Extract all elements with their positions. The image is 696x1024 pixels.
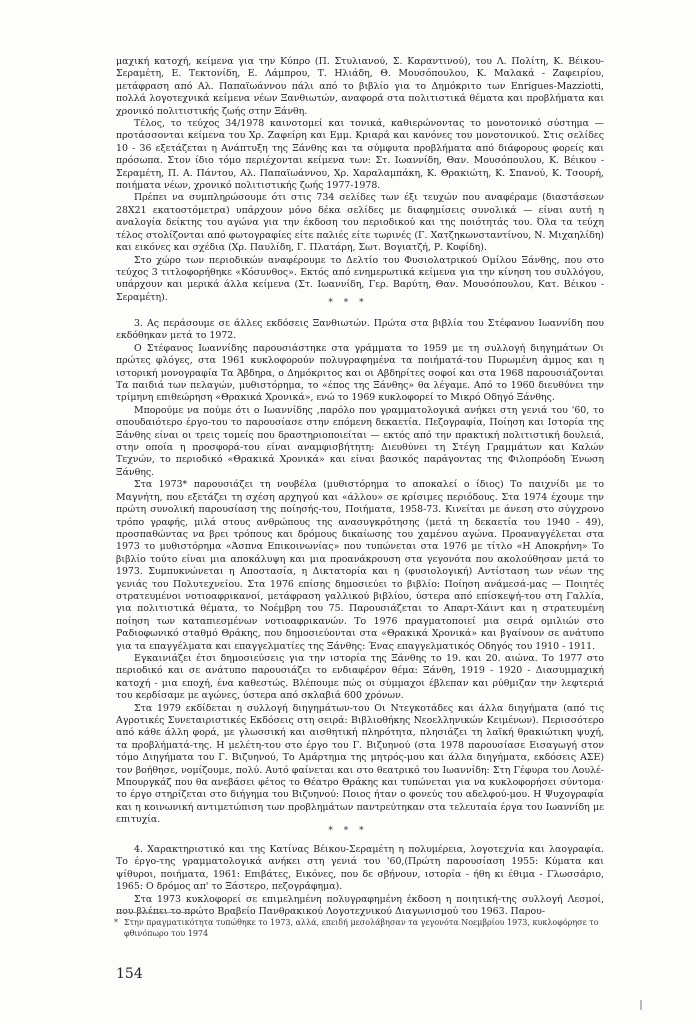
paragraph: Στο χώρο των περιοδικών αναφέρουμε το Δελτίο του Φυσιολατρικού Ομίλου Ξάνθης, που στο τεύχος 3 τιτλοφορήθηκε «Κόσυνθος». Εκτός από ενημερωτικά κείμενα για την κίνηση του συλλόγου, υπάρχουν και μερικά άλλα κείμενα (Στ. Ιωαννίδη, Γερ. Βαρύτη, Θαν. Μουσόπουλου, Κατ. Βέικου - Σεραμέτη). bbox=[116, 254, 604, 303]
paragraph: Τέλος, το τεύχος 34/1978 καινοτομεί και τονικά, καθιερώνοντας το μονοτονικό σύστημα — προτάσσονται κείμενα του Χρ. Ζαφείρη και Εμμ. Κριαρά και κανόνες του μονοτονικού. Στις σελίδες 10 - 36 εξετάζεται η Ανάπτυξη της Ξάνθης και τα σύμφυτα προβλήματα από διάφορους φορείς και πρόσωπα. Στον ίδιο τόμο περιέχονται κείμενα των: Στ. Ιωαννίδη, Θαν. Μουσόπουλου, Κ. Βέικου - Σεραμέτη, Π. Α. Πάντου, Αλ. Παπαϊωάννου, Χρ. Χαραλαμπάκη, Κ. Θρακιώτη, Κ. Σπανού, Κ. Τσουρή, ποιήματα νέων, χρονικό πολιτιστικής ζωής 1977-1978. bbox=[116, 118, 604, 192]
paragraph: Στα 1979 εκδίδεται η συλλογή διηγημάτων-του Οι Ντεγκοτάδες και άλλα διηγήματα (από τις Αγροτικές Συνεταιριστικές Εκδόσεις στη σειρά: Βιβλιοθήκης Νεοελληνικών Κειμένων). Περισσότερο από κάθε άλλη φορά, με γλωσσική και αισθητική πληρότητα, πλησιάζει τη λαϊκή θρακιώτικη ψυχή, τα προβλήματά-της. Η μελέτη-του στο έργο του Γ. Βιζυηνού (στα 1978 παρουσίασε Εισαγωγή στον τόμο Διηγήματα του Γ. Βιζυηνού, Το Αμάρτημα της μητρός-μου και άλλα διηγήματα, εκδόσεις ΑΣΕ) τον βοήθησε, νομίζουμε, πολύ. Αυτό φαίνεται και στο θεατρικό του Ιωαννίδη: Στη Γέφυρα του Λουλέ-Μπουργκάζ που θα ανεβάσει φέτος το Θέατρο Θράκης και τυπώνεται για να κυκλοφορήσει σύντομα· το έργο στηρίζεται στο διήγημα του Βιζυηνού: Ποιος ήταν ο φονεύς του αδελφού-μου. Η Ψυχογραφία και η κοινωνική αντιμετώπιση των προβλημάτων παντρεύτηκαν στα τελευταία έργα του Ιωαννίδη με επιτυχία. bbox=[116, 702, 604, 826]
paragraph: 3. Ας περάσουμε σε άλλες εκδόσεις Ξανθιωτών. Πρώτα στα βιβλία του Στέφανου Ιωαννίδη που εκδόθηκαν μετά το 1972. bbox=[116, 318, 604, 342]
paragraph: Εγκαινιάζει έτσι δημοσιεύσεις για την ιστορία της Ξάνθης το 19. και 20. αιώνα. Το 1977 στο περιοδικό και σε ανάτυπο παρουσιάζει το ενδιαφέρον θέμα: Ξάνθη, 1919 - 1920 - Διασυμμαχική κατοχή - μια εποχή, ένα καθεστώς. Βλέπουμε πώς οι σύμμαχοι έβλεπαν και ρύθμιζαν την λεφτεριά του κερδίσαμε με αγώνες, ύστερα από σκλαβιά 600 χρόνων. bbox=[116, 652, 604, 702]
section-separator: * * * bbox=[328, 826, 368, 836]
scan-edge-mark bbox=[640, 1000, 642, 1010]
footnote-rule bbox=[116, 912, 196, 913]
page-number: 154 bbox=[116, 966, 143, 982]
footnote-mark: * bbox=[114, 918, 118, 927]
paragraph: Ο Στέφανος Ιωαννίδης παρουσιάστηκε στα γράμματα το 1959 με τη συλλογή διηγημάτων Οι πρώτες φλόγες, στα 1961 κυκλοφορούν πολυγραφημένα τα ποιήματά-του Πυρωμένη άμμος και η ιστορική μονογραφία Τα Άβδηρα, ο Δημόκριτος και οι Αβδηρίτες σοφοί και στα 1968 παρουσιάζονται Τα παιδιά των πελαγών, μυθιστόρημα, το «έπος της Ξάνθης» θα λέγαμε. Από το 1960 διευθύνει την τρίμηνη επιθεώρηση «Θρακικά Χρονικά», ενώ το 1969 κυκλοφορεί το Μικρό Οδηγό Ξάνθης. bbox=[116, 342, 604, 404]
paragraph: μαχική κατοχή, κείμενα για την Κύπρο (Π. Στυλιανού, Σ. Καραντινού), του Λ. Πολίτη, Κ. Βέικου-Σεραμέτη, Ε. Τεκτονίδη, Ε. Λάμπρου, Τ. Ηλιάδη, Θ. Μουσόπουλου, Κ. Μαλακά - Ζαφειρίου, μετάφραση από Αλ. Παπαϊωάννου πάλι από το βιβλίο για το Δημόκριτο των Enrigues-Mazziotti, πολλά λογοτεχνικά κείμενα νέων Ξανθιωτών, αναφορά στα πολιτιστικά θέματα και προβλήματα και χρονικό πολιτιστικής ζωής στην Ξάνθη. bbox=[116, 56, 604, 117]
paragraph: Πρέπει να συμπληρώσουμε ότι στις 734 σελίδες των έξι τευχών που αναφέραμε (διαστάσεων 28Χ21 εκατοστόμετρα) υπάρχουν μόνο δέκα σελίδες με διαφημίσεις συνολικά — είναι αυτή η αναλογία δείκτης του αγώνα για την έκδοση του περιοδικού και της ποιότητάς του. Όλα τα τεύχη τέλος στολίζονται από φωτογραφίες είτε παλιές είτε τωρινές (Γ. Χατζηκωνσταντίνου, Ν. Μιχαηλίδη) και εικόνες και σχέδια (Χρ. Παυλίδη, Γ. Πλατάρη, Σωτ. Βογιατζή, Ρ. Κοφίδη). bbox=[116, 192, 604, 254]
footnote-text: Στην πραγματικότητα τυπώθηκε το 1973, αλλά, επειδή μεσολάβησαν τα γεγονότα Νοεμβρίου 1973, κυκλοφόρησε το φθινόπωρο του 1974 bbox=[124, 918, 599, 938]
paragraph: 4. Χαρακτηριστικό και της Κατίνας Βέικου-Σεραμέτη η πολυμέρεια, λογοτεχνία και λαογραφία. Το έργο-της γραμματολογικά ανήκει στη γενιά του '60,(Πρώτη παρουσίαση 1955: Κύματα και ψίθυροι, ποιήματα, 1961: Επιβάτες, Εικόνες, που δε σβήνουν, ιστορία - ήθη κι έθιμα - Γλωσσάριο, 1965: Ο δρόμος απ' το Ξάστερο, πεζογράφημα). bbox=[116, 844, 604, 893]
paragraph: Στα 1973 κυκλοφορεί σε επιμελημένη πολυγραφημένη έκδοση η ποιητική-της συλλογή Λεσμοί, που βλέπει το πρώτο Βραβείο Πανθρακικού Λογοτεχνικού Διαγωνισμού του 1963. Παρου- bbox=[116, 893, 604, 918]
paragraph: Στα 1973* παρουσιάζει τη νουβέλα (μυθιστόρημα το αποκαλεί ο ίδιος) Το παιχνίδι με το Μαγνήτη, που εξετάζει τη σχέση αρχηγού και «άλλου» σε κρίσιμες περιόδους. Στα 1974 έχουμε την πρώτη συνολική παρουσίαση της ποίησής-του, Ποιήματα, 1958-73. Κινείται με άνεση στο σύγχρονο τρόπο γραφής, μιλά στους ανθρώπους της ανασυγκρότησης (μετά τη δεκαετία του 1940 - 49), προσπαθώντας να βρει τρόπους και δρόμους δικαίωσης του χαμένου αγώνα. Προαναγγέλεται στα 1973 το μυθιστόρημα «Άσπνα Επικοινωνίας» που τυπώνεται στα 1976 με τίτλο «Η Αποκρήνη» Το βιβλίο τούτο είναι μια αποκάλυψη και μια προανάκρουση στα γεγονότα που ακολούθησαν μετά το 1973. Συμπυκνώνεται η Αποστασία, η Δικτατορία και η (φυσιολογική) Αντίσταση των νέων της γενιάς του Πολυτεχνείου. Στα 1976 επίσης δημοσιεύει το βιβλίο: Ποίηση ανάμεσά-μας — Ποιητές στρατευμένοι νοτιοαφρικανοί, μετάφραση γαλλικού βιβλίου, ύστερα από επίσκεψή-του στη Γαλλία, για πολιτιστικά θέματα, το Νοέμβρη του 75. Παρουσιάζεται το Απαρτ-Χάιντ και η στρατευμένη ποίηση των καταπιεσμένων νοτιοαφρικανών. Το 1976 πραγματοποιεί μια σειρά ομιλιών στο Ραδιοφωνικό σταθμό Θράκης, που δημοσιεύονται στα «Θρακικά Χρονικά» και βγαίνουν σε ανάτυπο για τα επαγγέλματα και επαγγελματίες της Ξάνθης: Ένας επαγγελματικός Οδηγός του 1910 - 1911. bbox=[116, 479, 604, 652]
paragraph: Μπορούμε να πούμε ότι ο Ιωαννίδης ,παρόλο που γραμματολογικά ανήκει στη γενιά του '60, το σπουδαιότερο έργο-του το παρουσίασε στην επόμενη δεκαετία. Πεζογραφία, Ποίηση και Ιστορία της Ξάνθης είναι οι τρεις τομείς που δραστηριοποιείται — εκτός από την πρακτική πολιτιστική δουλειά, στην οποία η προσφορά-του είναι αναμφισβήτητη: Διευθύνει τη Στέγη Γραμμάτων και Καλών Τεχνών, το περιοδικό «Θρακικά Χρονικά» και είναι βασικός παράγοντας της Φιλοπρόοδη Ένωση Ξάνθης. bbox=[116, 404, 604, 478]
paragraph-block-2 bbox=[116, 318, 604, 827]
paragraph-block-1 bbox=[116, 56, 604, 304]
paragraph-block-3 bbox=[116, 844, 604, 918]
footnote bbox=[114, 918, 604, 939]
section-separator: * * * bbox=[328, 298, 368, 308]
